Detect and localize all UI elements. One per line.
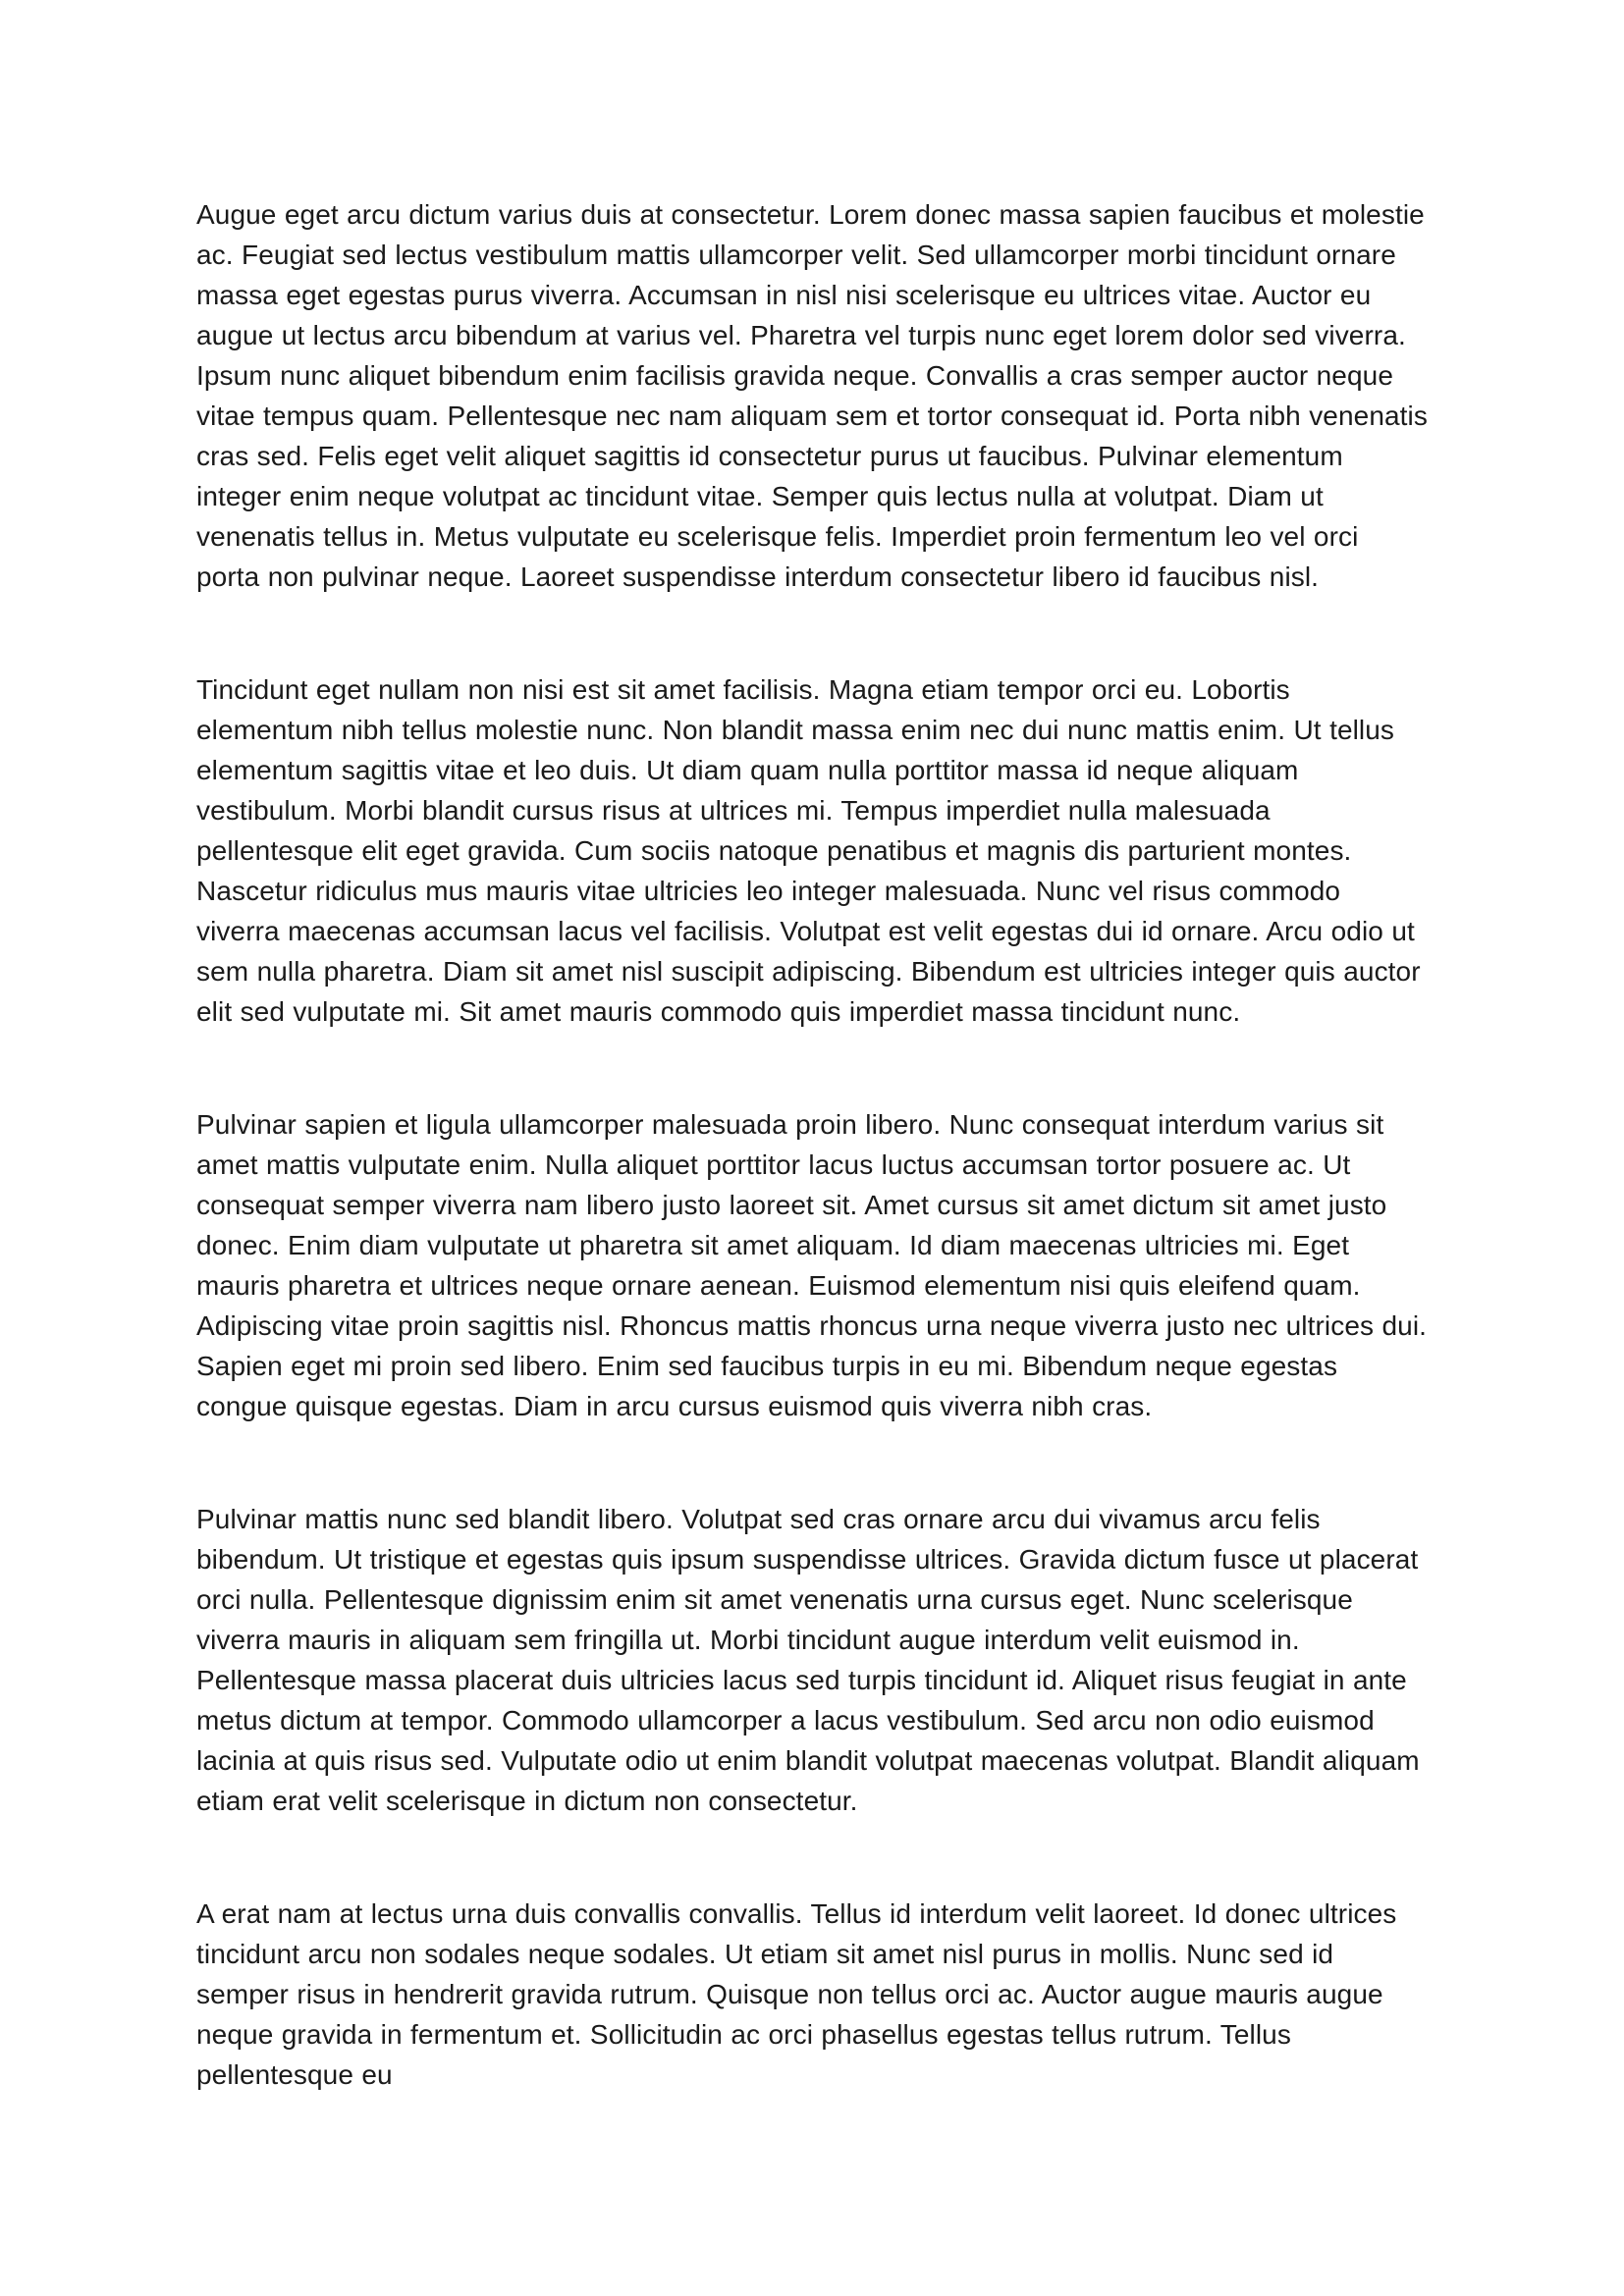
paragraph: Pulvinar mattis nunc sed blandit libero. Volutpat sed cras ornare arcu dui vivamus arcu felis bibendum. Ut tristique et egestas quis ipsum suspendisse ultrices. Gravida dictum fusce ut placerat orci nulla. Pellentesque dignissim enim sit amet venenatis urna cursus eget. Nunc scelerisque viverra mauris in aliquam sem fringilla ut. Morbi tincidunt augue interdum velit euismod in. Pellentesque massa placerat duis ultricies lacus sed turpis tincidunt id. Aliquet risus feugiat in ante metus dictum at tempor. Commodo ullamcorper a lacus vestibulum. Sed arcu non odio euismod lacinia at quis risus sed. Vulputate odio ut enim blandit volutpat maecenas volutpat. Blandit aliquam etiam erat velit scelerisque in dictum non consectetur. <box>196 1504 1420 1816</box>
paragraph: Augue eget arcu dictum varius duis at consectetur. Lorem donec massa sapien faucibus et molestie ac. Feugiat sed lectus vestibulum mattis ullamcorper velit. Sed ullamcorper morbi tincidunt ornare massa eget egestas purus viverra. Accumsan in nisl nisi scelerisque eu ultrices vitae. Auctor eu augue ut lectus arcu bibendum at varius vel. Pharetra vel turpis nunc eget lorem dolor sed viverra. Ipsum nunc aliquet bibendum enim facilisis gravida neque. Convallis a cras semper auctor neque vitae tempus quam. Pellentesque nec nam aliquam sem et tortor consequat id. Porta nibh venenatis cras sed. Felis eget velit aliquet sagittis id consectetur purus ut faucibus. Pulvinar elementum integer enim neque volutpat ac tincidunt vitae. Semper quis lectus nulla at volutpat. Diam ut venenatis tellus in. Metus vulputate eu scelerisque felis. Imperdiet proin fermentum leo vel orci porta non pulvinar neque. Laoreet suspendisse interdum consectetur libero id faucibus nisl. <box>196 199 1428 592</box>
document-text-body <box>196 194 1430 2095</box>
paragraph: A erat nam at lectus urna duis convallis convallis. Tellus id interdum velit laoreet. Id donec ultrices tincidunt arcu non sodales neque sodales. Ut etiam sit amet nisl purus in mollis. Nunc sed id semper risus in hendrerit gravida rutrum. Quisque non tellus orci ac. Auctor augue mauris augue neque gravida in fermentum et. Sollicitudin ac orci phasellus egestas tellus rutrum. Tellus pellentesque eu <box>196 1898 1397 2090</box>
paragraph: Tincidunt eget nullam non nisi est sit amet facilisis. Magna etiam tempor orci eu. Lobortis elementum nibh tellus molestie nunc. Non blandit massa enim nec dui nunc mattis enim. Ut tellus elementum sagittis vitae et leo duis. Ut diam quam nulla porttitor massa id neque aliquam vestibulum. Morbi blandit cursus risus at ultrices mi. Tempus imperdiet nulla malesuada pellentesque elit eget gravida. Cum sociis natoque penatibus et magnis dis parturient montes. Nascetur ridiculus mus mauris vitae ultricies leo integer malesuada. Nunc vel risus commodo viverra maecenas accumsan lacus vel facilisis. Volutpat est velit egestas dui id ornare. Arcu odio ut sem nulla pharetra. Diam sit amet nisl suscipit adipiscing. Bibendum est ultricies integer quis auctor elit sed vulputate mi. Sit amet mauris commodo quis imperdiet massa tincidunt nunc. <box>196 674 1421 1027</box>
paragraph: Pulvinar sapien et ligula ullamcorper malesuada proin libero. Nunc consequat interdum varius sit amet mattis vulputate enim. Nulla aliquet porttitor lacus luctus accumsan tortor posuere ac. Ut consequat semper viverra nam libero justo laoreet sit. Amet cursus sit amet dictum sit amet justo donec. Enim diam vulputate ut pharetra sit amet aliquam. Id diam maecenas ultricies mi. Eget mauris pharetra et ultrices neque ornare aenean. Euismod elementum nisi quis eleifend quam. Adipiscing vitae proin sagittis nisl. Rhoncus mattis rhoncus urna neque viverra justo nec ultrices dui. Sapien eget mi proin sed libero. Enim sed faucibus turpis in eu mi. Bibendum neque egestas congue quisque egestas. Diam in arcu cursus euismod quis viverra nibh cras. <box>196 1109 1428 1421</box>
